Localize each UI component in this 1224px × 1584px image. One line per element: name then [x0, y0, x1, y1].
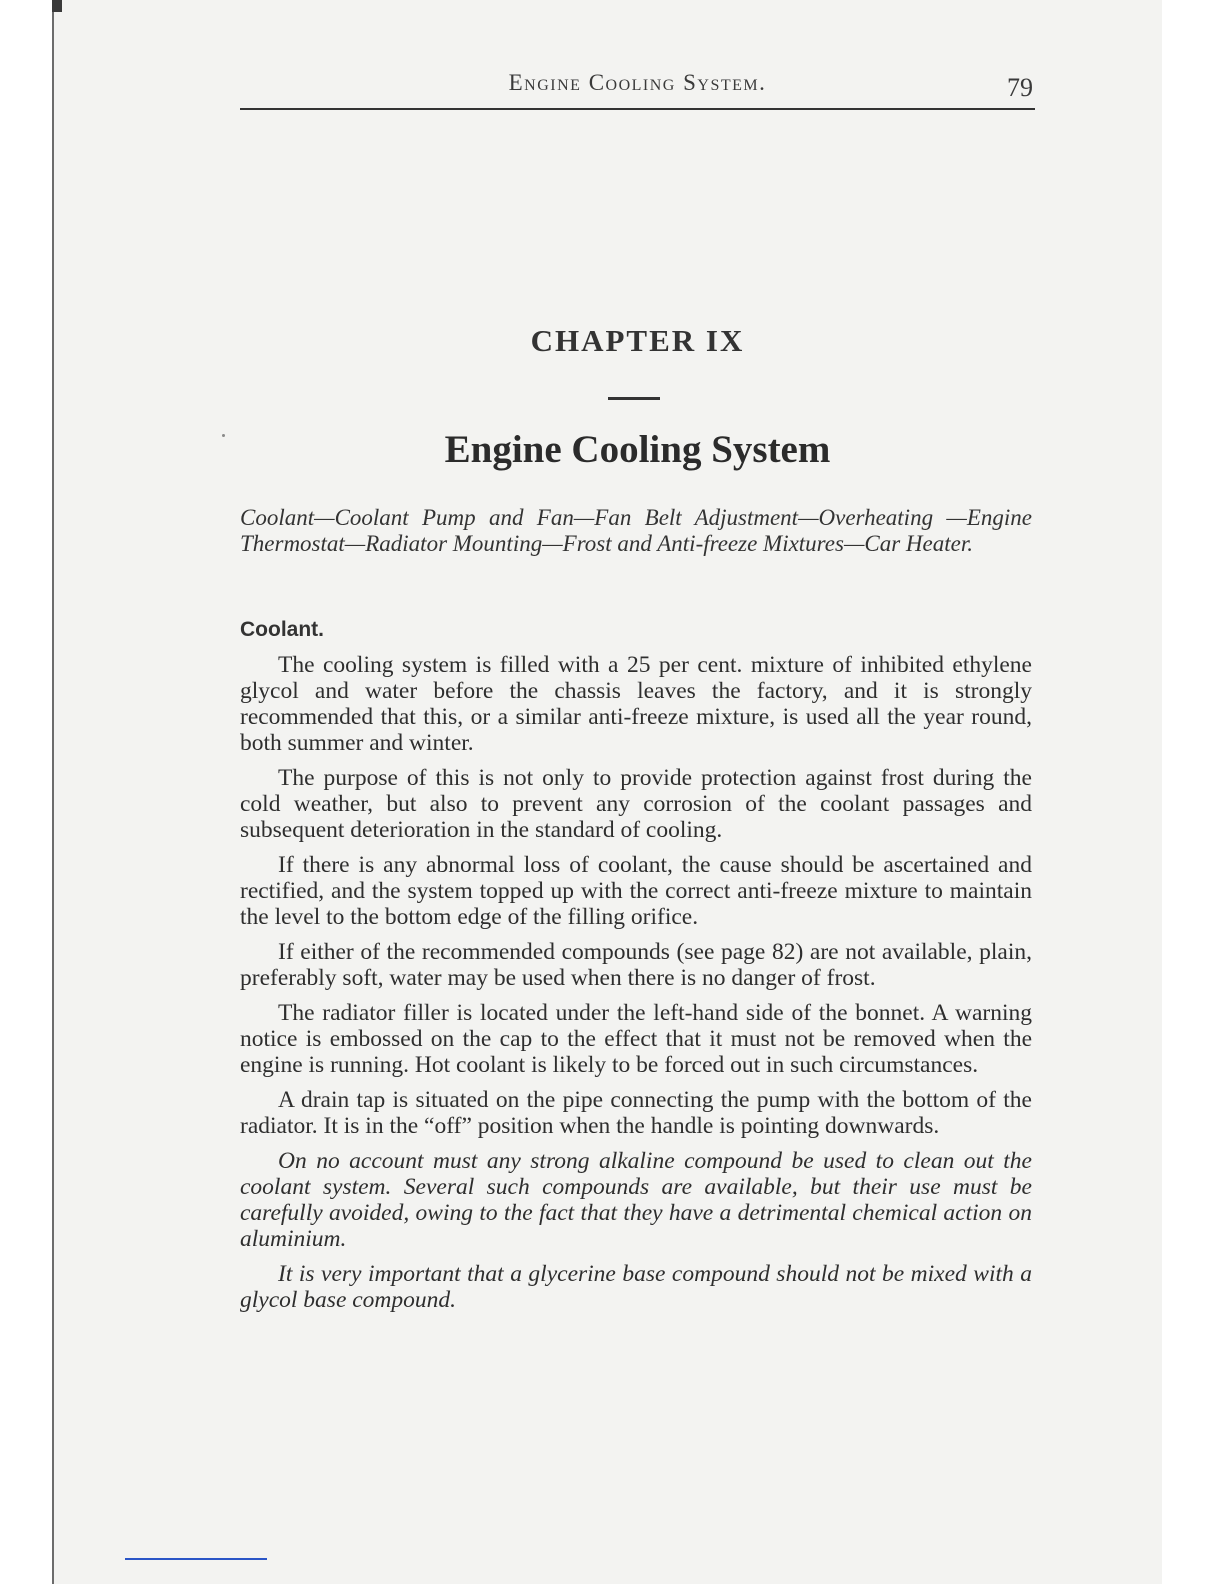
running-header: [240, 70, 1035, 110]
page-edge: [52, 0, 54, 1584]
chapter-rule: [608, 397, 660, 400]
corner-mark: [52, 0, 62, 12]
stray-dot: [222, 434, 225, 437]
paragraph: The purpose of this is not only to provide protection against frost during the cold weather, but also to prevent any corrosion of the coolant passages and subsequent deterioration in the standard of cooling.: [240, 765, 1032, 843]
paragraph: The cooling system is filled with a 25 per cent. mixture of inhibited ethylene glycol and water before the chassis leaves the factory, and it is strongly recommended that this, or a similar anti-freeze mixture, is used all the year round, both summer and winter.: [240, 652, 1032, 756]
chapter-topics: Coolant—Coolant Pump and Fan—Fan Belt Adjustment—Overheating —Engine Thermostat—Radiator Mounting—Frost and Anti-freeze Mixtures—Car Heater.: [240, 505, 1032, 556]
paragraph: If either of the recommended compounds (see page 82) are not available, plain, preferably soft, water may be used when there is no danger of frost.: [240, 939, 1032, 991]
section-body: [240, 652, 1032, 1322]
paragraph: A drain tap is situated on the pipe connecting the pump with the bottom of the radiator. It is in the “off” position when the handle is pointing downwards.: [240, 1087, 1032, 1139]
chapter-title: Engine Cooling System: [444, 428, 831, 471]
chapter-number: CHAPTER IX: [530, 323, 745, 358]
warning-paragraph: It is very important that a glycerine base compound should not be mixed with a glycol base compound.: [240, 1261, 1032, 1313]
paragraph: The radiator filler is located under the left-hand side of the bonnet. A warning notice is embossed on the cap to the effect that it must not be removed when the engine is running. Hot coolant is likely to be forced out in such circumstances.: [240, 1000, 1032, 1078]
page-number: 79: [1007, 73, 1033, 102]
paragraph: If there is any abnormal loss of coolant, the cause should be ascertained and rectified, and the system topped up with the correct anti-freeze mixture to maintain the level to the bottom edge of the filling orifice.: [240, 852, 1032, 930]
section-heading: Coolant.: [240, 618, 324, 641]
binding-line: [125, 1558, 267, 1560]
running-title: Engine Cooling System.: [508, 70, 767, 95]
warning-paragraph: On no account must any strong alkaline compound be used to clean out the coolant system. Several such compounds are available, but their use must be carefully avoided, owing to the fact that they have a detrimental chemical action on aluminium.: [240, 1148, 1032, 1252]
